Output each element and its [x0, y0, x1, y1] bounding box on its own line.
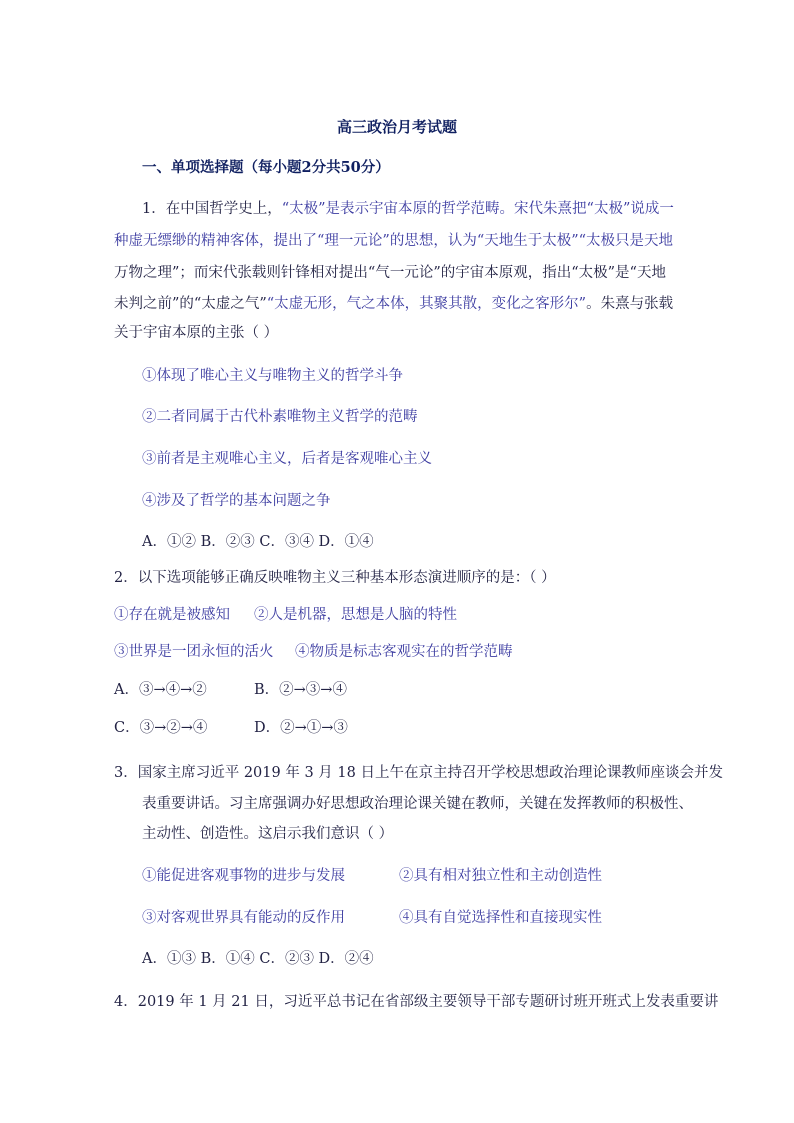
q1-line-3: 万物之理”；而宋代张载则针锋相对提出“气一元论”的宇宙本原观，指出“太极”是“天地: [114, 265, 666, 281]
q1-option-1: ①体现了唯心主义与唯物主义的哲学斗争: [142, 368, 403, 384]
q2-option-2: ②人是机器，思想是人脑的特性: [254, 607, 457, 623]
q1-option-3: ③前者是主观唯心主义，后者是客观唯心主义: [142, 451, 432, 467]
q3-option-4: ④具有自觉选择性和直接现实性: [399, 910, 602, 926]
q1-line-4: [114, 292, 673, 313]
q2-option-1: ①存在就是被感知: [114, 607, 230, 623]
q3-answers: A．①③ B．①④ C．②③ D．②④: [142, 951, 374, 967]
q1-option-4: ④涉及了哲学的基本问题之争: [142, 493, 331, 509]
q1-answers: A．①② B．②③ C．③④ D．①④: [142, 534, 374, 550]
q2-option-4: ④物质是标志客观实在的哲学范畴: [295, 644, 513, 660]
q3-option-3: ③对客观世界具有能动的反作用: [142, 910, 345, 926]
q1-line-5: 关于宇宙本原的主张（ ）: [114, 325, 279, 341]
q1-line-4-c: 。朱熹与张载: [586, 296, 674, 312]
q4-line-1: 4．2019 年 1 月 21 日，习近平总书记在省部级主要领导干部专题研讨班开班式上发表重要讲: [114, 994, 719, 1010]
q1-line-4-a: 未判之前”的“太虚之气”: [114, 296, 267, 312]
q2-answer-a: A．③→④→②: [114, 682, 207, 698]
q3-line-1: 3．国家主席习近平 2019 年 3 月 18 日上午在京主持召开学校思想政治理论课教师座谈会并发: [114, 765, 723, 781]
q1-line-1: [142, 197, 674, 218]
q3-option-2: ②具有相对独立性和主动创造性: [399, 868, 602, 884]
q1-option-2: ②二者同属于古代朴素唯物主义哲学的范畴: [142, 409, 418, 425]
q3-line-3: 主动性、创造性。这启示我们意识（ ）: [142, 826, 394, 842]
q2-option-3: ③世界是一团永恒的活火: [114, 644, 274, 660]
q1-line-1-a: 1．在中国哲学史上，: [142, 201, 282, 217]
q3-line-2: 表重要讲话。习主席强调办好思想政治理论课关键在教师，关键在发挥教师的积极性、: [142, 796, 693, 812]
q2-stem: 2．以下选项能够正确反映唯物主义三种基本形态演进顺序的是：（ ）: [114, 570, 556, 586]
q1-line-1-b: “太极”是表示宇宙本原的哲学范畴。宋代朱熹把“太极”说成一: [281, 201, 674, 217]
section-heading: 一、单项选择题（每小题2分共50分）: [142, 159, 390, 176]
q2-answer-d: D．②→①→③: [254, 720, 348, 736]
q1-line-2: 种虚无缥缈的精神客体，提出了“理一元论”的思想，认为“天地生于太极”“太极只是天地: [114, 233, 674, 249]
q2-answer-b: B．②→③→④: [254, 682, 347, 698]
q2-answer-c: C．③→②→④: [114, 720, 208, 736]
q3-option-1: ①能促进客观事物的进步与发展: [142, 868, 345, 884]
page-title: 高三政治月考试题: [336, 118, 457, 136]
q1-line-4-b: “太虚无形，气之本体，其聚其散，变化之客形尔”: [266, 296, 587, 312]
